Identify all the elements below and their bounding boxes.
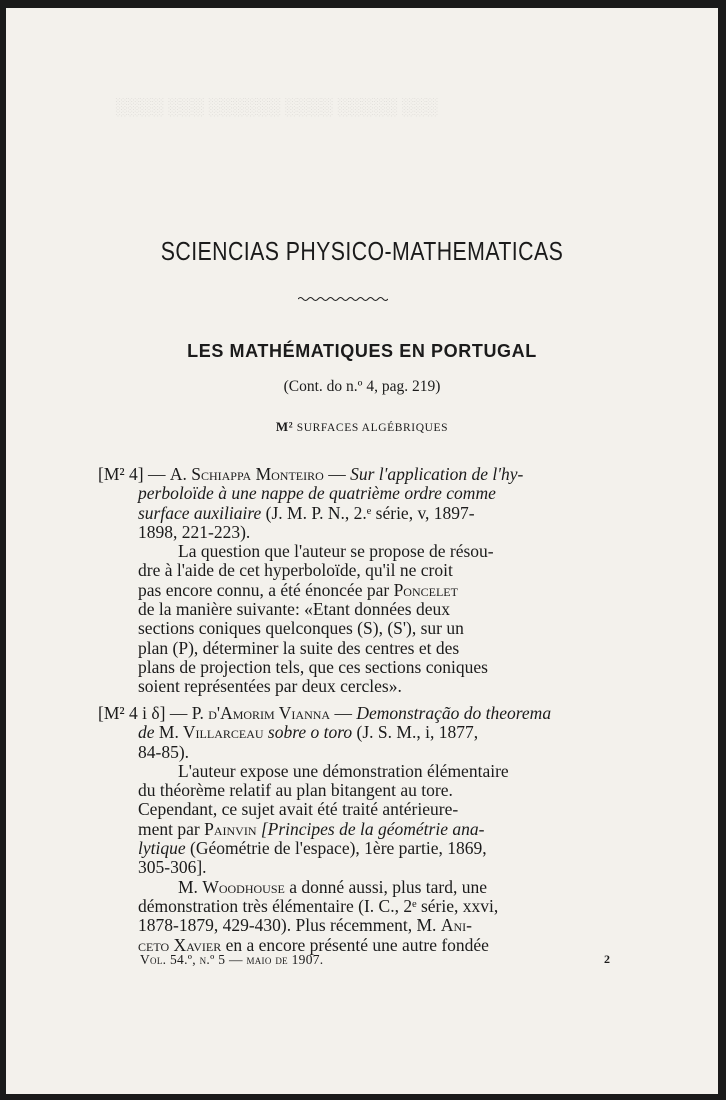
entry-heading-line: [M² 4 i δ] — P. d'Amorim Vianna — Demonstração do theorema — [98, 703, 552, 723]
entry-author: A. Schiappa Monteiro — [169, 464, 324, 484]
entry-title-line: Sur l'application de l'hy- — [350, 464, 524, 484]
wavy-rule-ornament-icon — [298, 296, 388, 302]
entry-author: P. d'Amorim Vianna — [191, 703, 331, 723]
cited-title: [Principes de la géométrie ana- — [260, 818, 485, 839]
body-text: ment par — [138, 818, 200, 839]
cited-name: M. Villarceau — [158, 722, 264, 743]
cited-name: ceto Xavier — [138, 934, 222, 955]
body-text: a donné aussi, plus tard, une — [289, 876, 488, 897]
body-line — [98, 839, 606, 858]
show-through-text: ░░░ ░░░░░ ░░░░ ░░░░░░ ░░░ ░░░░ — [116, 97, 439, 116]
body-line: L'auteur expose une démonstration élémentaire — [178, 760, 509, 781]
article-title: LES MATHÉMATIQUES EN PORTUGAL — [187, 341, 537, 361]
page-content — [6, 8, 718, 1094]
journal-title: SCIENCIAS PHYSICO-MATHEMATICAS — [160, 236, 564, 266]
body-text: pas encore connu, a été énoncée par — [138, 579, 390, 600]
body-line: plan (P), déterminer la suite des centres et des — [138, 637, 460, 658]
section-heading — [6, 419, 718, 435]
entry-code: [M² 4] — [98, 464, 144, 484]
body-line: démonstration très élémentaire (I. C., 2ᵉ série, xxvi, — [138, 895, 499, 916]
body-text: en a encore présenté une autre fondée — [225, 934, 489, 955]
entry-title-line — [98, 484, 606, 503]
entry-reference: (J. S. M., i, 1877, — [356, 722, 479, 743]
body-line — [98, 878, 606, 897]
cited-name: Woodhouse — [202, 876, 285, 897]
bibliography-entry — [98, 465, 606, 697]
body-line: 305-306]. — [138, 857, 207, 878]
body-line: plans de projection tels, que ces sections coniques — [138, 656, 488, 677]
body-line: Cependant, ce sujet avait été traité antérieure- — [138, 799, 459, 820]
bibliography-entry — [98, 704, 606, 955]
entry-reference-line: 84-85). — [138, 741, 190, 762]
entry-title-line — [98, 504, 606, 523]
body-line: sections coniques quelconques (S), (S'), sur un — [138, 618, 464, 639]
continuation-note: (Cont. do n.º 4, pag. 219) — [283, 378, 441, 395]
body-line: de la manière suivante: «Etant données deux — [138, 599, 450, 620]
page-footer — [140, 952, 610, 968]
entry-title-text: sobre o toro — [267, 722, 353, 743]
entry-heading-line: [M² 4] — A. Schiappa Monteiro — Sur l'application de l'hy- — [98, 464, 524, 484]
signature-mark: 2 — [604, 952, 610, 966]
cited-name: Painvin — [204, 818, 257, 839]
body-text: 1878-1879, 429-430). Plus récemment, M. — [138, 915, 437, 936]
body-line — [98, 916, 606, 935]
body-line: du théorème relatif au plan bitangent au tore. — [138, 780, 453, 801]
cited-name: Poncelet — [393, 579, 458, 600]
entry-title-text: Demonstração do theorema — [356, 703, 552, 723]
entry-reference: (J. M. P. N., 2.ᵉ série, v, 1897- — [265, 502, 475, 523]
volume-info: Vol. 54.º, n.º 5 — maio de 1907. — [140, 952, 324, 967]
entry-title-text: de — [138, 722, 155, 743]
cited-name: Ani- — [440, 915, 472, 936]
body-text: M. — [178, 876, 198, 897]
body-text: (Géométrie de l'espace), 1ère partie, 1869, — [190, 838, 487, 859]
entry-title-text: perboloïde à une nappe de quatrième ordre comme — [138, 483, 496, 504]
cited-title: lytique — [138, 838, 186, 859]
body-line — [98, 581, 606, 600]
scanned-page — [6, 8, 718, 1094]
entry-title-text: surface auxiliaire — [138, 502, 262, 523]
entry-reference-line: 1898, 221-223). — [138, 521, 251, 542]
section-title: SURFACES ALGÉBRIQUES — [296, 422, 449, 434]
body-line: La question que l'auteur se propose de résou- — [178, 541, 494, 562]
section-code: M² — [275, 419, 294, 434]
entry-title-line — [98, 723, 606, 742]
entry-code: [M² 4 i δ] — [98, 703, 166, 723]
body-line: dre à l'aide de cet hyperboloïde, qu'il ne croit — [138, 560, 453, 581]
body-line: soient représentées par deux cercles». — [138, 676, 402, 697]
body-line — [98, 820, 606, 839]
